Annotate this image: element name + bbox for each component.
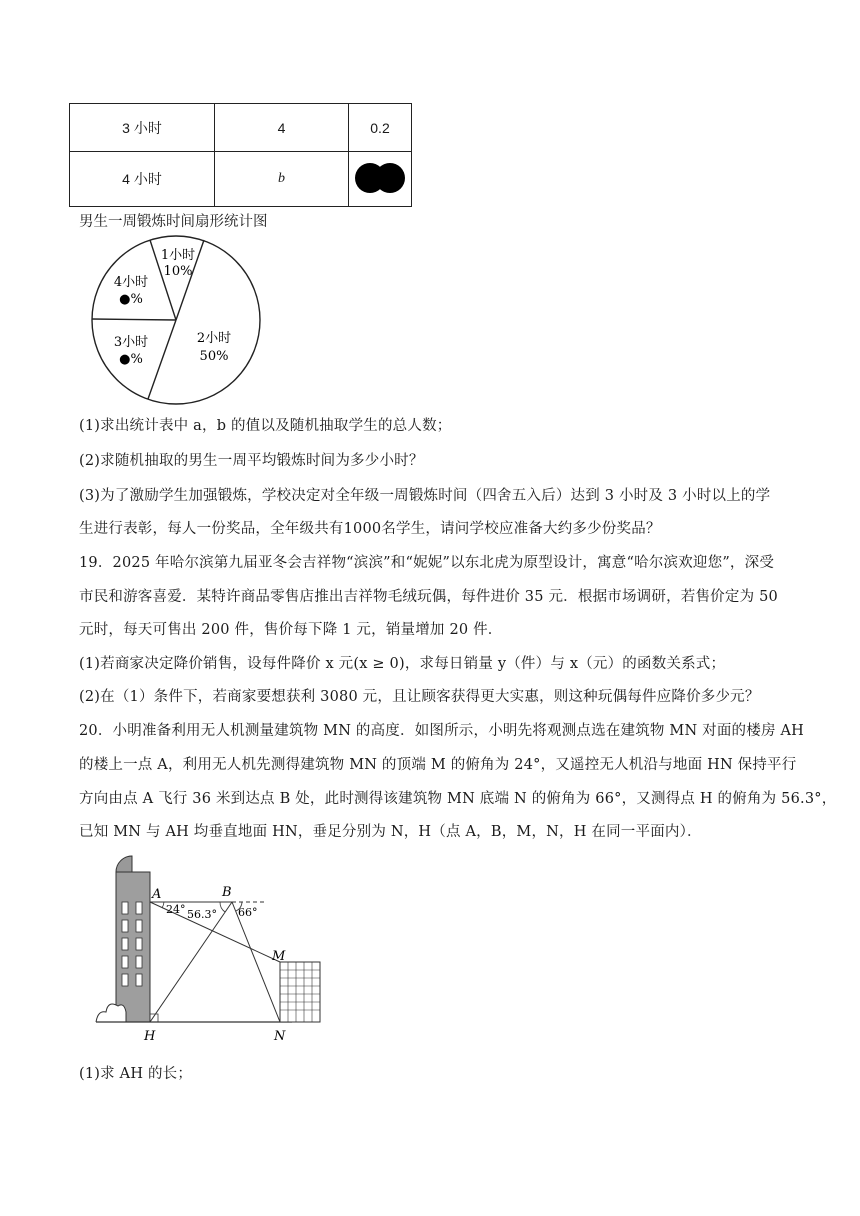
building-dome [116,856,132,872]
question-18-3-cont: 生进行表彰，每人一份奖品，全年级共有1000名学生，请问学校应准备大约多少份奖品？ [79,521,661,537]
angle-label-24: 24° [166,903,186,916]
pie-chart [88,235,264,405]
table-row [70,104,412,152]
question-19-2: (2)在（1）条件下，若商家要想获利 3080 元，且让顾客获得更大实惠，则这种玩偶每件应降价多少元？ [79,689,760,705]
pie-divider [92,319,176,320]
slice-label-2h: 2小时 [196,331,232,346]
question-20-cont: 方向由点 A 飞行 36 米到达点 B 处，此时测得该建筑物 MN 底端 N 的俯角为 66°，又测得点 H 的俯角为 56.3°， [79,791,837,807]
question-19-1: (1)若商家决定降价销售，设每件降价 x 元(x ≥ 0)，求每日销量 y（件）与 x（元）的函数关系式； [79,656,726,672]
building-ah [116,872,150,1022]
angle-arc [162,902,164,908]
stats-table [69,103,412,207]
question-20-1: (1)求 AH 的长； [79,1066,193,1082]
angle-label-66: 66° [238,906,258,919]
slice-label-3h: 3小时 [113,335,149,350]
table-row [70,152,412,207]
table-cell-freq: 0.2 [349,104,412,152]
slice-value-4h: ●% [119,292,143,307]
geometry-diagram [92,852,342,1047]
question-20-cont: 已知 MN 与 AH 均垂直地面 HN，垂足分别为 N，H（点 A，B，M，N，H 在同一平面内）． [79,824,702,840]
table-cell-freq-hidden [349,152,412,207]
question-18-1: (1)求出统计表中 a，b 的值以及随机抽取学生的总人数； [79,418,452,434]
question-18-3: (3)为了激励学生加强锻炼，学校决定对全年级一周锻炼时间（四舍五入后）达到 3 小时及 3 小时以上的学 [79,488,771,504]
slice-label-1h: 1小时 [160,248,196,263]
question-19-cont: 市民和游客喜爱．某特许商品零售店推出吉祥物毛绒玩偶，每件进价 35 元．根据市场调研，若售价定为 50 [79,589,778,605]
slice-value-1h: 10% [163,264,193,279]
building-mn [280,962,320,1022]
table-cell-count: b [215,152,349,207]
slice-label-4h: 4小时 [113,275,149,290]
question-20-cont: 的楼上一点 A，利用无人机先测得建筑物 MN 的顶端 M 的俯角为 24°，又遥控无人机沿与地面 HN 保持平行 [79,757,797,773]
pie-chart-title: 男生一周锻炼时间扇形统计图 [79,214,268,230]
question-19-cont: 元时，每天可售出 200 件，售价每下降 1 元，销量增加 20 件． [79,622,503,638]
angle-label-56-3: 56.3° [187,908,217,921]
question-18-2: (2)求随机抽取的男生一周平均锻炼时间为多少小时？ [79,453,424,469]
point-label-h: H [144,1029,156,1044]
table-cell-time: 4 小时 [70,152,215,207]
table-cell-count: 4 [215,104,349,152]
point-label-a: A [152,887,162,902]
table-cell-time: 3 小时 [70,104,215,152]
slice-value-3h: ●% [119,352,143,367]
point-label-b: B [222,885,232,900]
point-label-n: N [274,1029,286,1044]
slice-value-2h: 50% [199,349,229,364]
angle-arc [220,902,225,912]
point-label-m: M [272,949,286,964]
question-19: 19．2025 年哈尔滨第九届亚冬会吉祥物“滨滨”和“妮妮”以东北虎为原型设计，寓意“哈尔滨欢迎您”，深受 [79,555,775,571]
tree-icon [96,1004,126,1022]
ink-blot-icon [355,163,405,193]
question-20: 20．小明准备利用无人机测量建筑物 MN 的高度．如图所示，小明先将观测点选在建筑物 MN 对面的楼房 AH [79,723,804,739]
